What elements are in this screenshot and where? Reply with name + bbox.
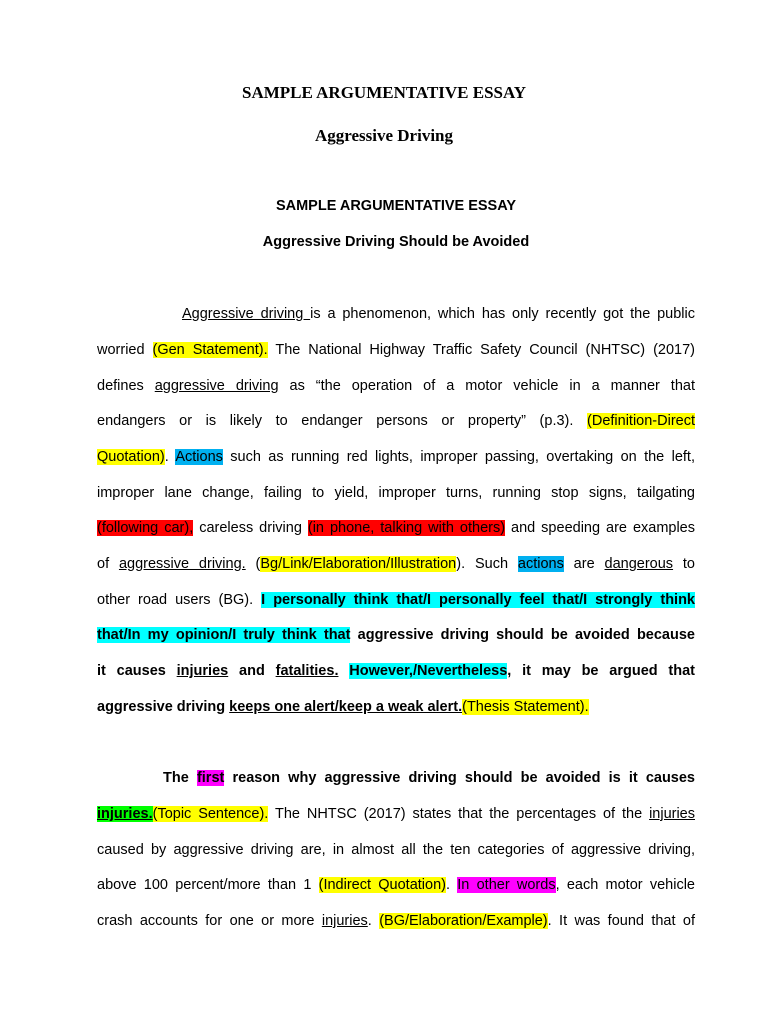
para2-line bbox=[97, 805, 695, 823]
text-span: other road users (BG). bbox=[97, 592, 262, 608]
text-span: endangers or is likely to endanger persons or property” (p.3). bbox=[97, 413, 588, 429]
para2-line: caused by aggressive driving are, in almost all the ten categories of aggressive driving, bbox=[97, 842, 695, 858]
essay-title: SAMPLE ARGUMENTATIVE ESSAY bbox=[275, 198, 517, 214]
highlight-blue: Actions bbox=[175, 449, 223, 465]
highlight-yellow: (Gen Statement). bbox=[152, 342, 268, 358]
text-span: is a phenomenon, which has only recently got the public bbox=[310, 306, 696, 322]
text-span: careless driving bbox=[193, 520, 308, 536]
text-span: defines bbox=[97, 378, 155, 394]
text-span: are bbox=[563, 556, 605, 572]
text-span: , each motor vehicle bbox=[555, 877, 695, 893]
para1-line bbox=[97, 555, 695, 573]
para2-line bbox=[163, 769, 695, 787]
highlight-yellow: Bg/Link/Elaboration/Illustration bbox=[260, 556, 457, 572]
text-span: reason why aggressive driving should be avoided is it causes bbox=[224, 770, 696, 786]
highlight-yellow: (Thesis Statement). bbox=[462, 699, 589, 715]
text-span: , it may be argued that bbox=[507, 663, 696, 679]
underlined-term: injuries bbox=[649, 806, 695, 822]
para1-line: improper lane change, failing to yield, improper turns, running stop signs, tailgating bbox=[97, 485, 695, 501]
main-subtitle: Aggressive Driving bbox=[314, 126, 454, 145]
text-span bbox=[338, 663, 349, 679]
main-title: SAMPLE ARGUMENTATIVE ESSAY bbox=[241, 83, 527, 102]
highlight-yellow: (BG/Elaboration/Example) bbox=[379, 913, 548, 929]
highlight-magenta: first bbox=[196, 770, 225, 786]
underlined-term: dangerous bbox=[604, 556, 674, 572]
para1-line bbox=[97, 412, 695, 430]
highlight-red: (following car), bbox=[97, 520, 194, 536]
highlight-green: injuries. bbox=[97, 806, 153, 822]
highlight-blue: actions bbox=[517, 556, 564, 572]
underlined-term: keeps one alert/keep a weak alert. bbox=[229, 699, 463, 715]
highlight-yellow: (Indirect Quotation) bbox=[318, 877, 446, 893]
highlight-yellow: (Definition-Direct bbox=[587, 413, 695, 429]
text-span: . bbox=[445, 877, 458, 893]
para1-line bbox=[97, 377, 695, 395]
underlined-term: injuries bbox=[176, 663, 229, 679]
highlight-magenta: In other words bbox=[457, 877, 556, 893]
text-span: aggressive driving bbox=[97, 699, 230, 715]
highlight-cyan: However,/Nevertheless bbox=[349, 663, 508, 679]
text-span: The NHTSC (2017) states that the percentages of the bbox=[268, 806, 650, 822]
text-span: The National Highway Traffic Safety Council (NHTSC) (2017) bbox=[267, 342, 695, 358]
underlined-term: fatalities. bbox=[275, 663, 339, 679]
text-span: aggressive driving should be avoided because bbox=[350, 627, 695, 643]
highlight-yellow: Quotation) bbox=[97, 449, 165, 465]
para1-line bbox=[97, 448, 695, 466]
underlined-term: aggressive driving bbox=[154, 378, 279, 394]
para1-line bbox=[182, 305, 695, 323]
text-span: as “the operation of a motor vehicle in a manner that bbox=[278, 378, 695, 394]
para2-line bbox=[97, 876, 695, 894]
text-span: such as running red lights, improper passing, overtaking on the left, bbox=[222, 449, 695, 465]
underlined-term: aggressive driving. bbox=[118, 556, 246, 572]
text-span: ( bbox=[245, 556, 261, 572]
para1-line bbox=[97, 519, 695, 537]
text-span: to bbox=[673, 556, 695, 572]
text-span: and bbox=[228, 663, 276, 679]
text-span: above 100 percent/more than 1 bbox=[97, 877, 319, 893]
para1-line bbox=[97, 662, 695, 680]
text-span: worried bbox=[97, 342, 153, 358]
text-span: . It was found that of bbox=[547, 913, 695, 929]
para1-line bbox=[97, 626, 695, 644]
text-span: it causes bbox=[97, 663, 177, 679]
text-span: . bbox=[367, 913, 380, 929]
highlight-cyan: I personally think that/I personally feel that/I strongly think bbox=[261, 592, 695, 608]
text-span: The bbox=[163, 770, 197, 786]
underlined-term: Aggressive driving bbox=[182, 306, 311, 322]
para1-line bbox=[97, 341, 695, 359]
highlight-cyan: that/In my opinion/I truly think that bbox=[97, 627, 351, 643]
essay-subtitle: Aggressive Driving Should be Avoided bbox=[262, 234, 530, 250]
para2-line bbox=[97, 912, 695, 930]
para1-line bbox=[97, 698, 695, 716]
text-span: ). Such bbox=[456, 556, 518, 572]
text-span: . bbox=[164, 449, 176, 465]
underlined-term: injuries bbox=[321, 913, 368, 929]
text-span: crash accounts for one or more bbox=[97, 913, 322, 929]
para1-line bbox=[97, 591, 695, 609]
highlight-red: (in phone, talking with others) bbox=[307, 520, 506, 536]
highlight-yellow: (Topic Sentence). bbox=[152, 806, 269, 822]
text-span: and speeding are examples bbox=[505, 520, 696, 536]
text-span: of bbox=[97, 556, 119, 572]
